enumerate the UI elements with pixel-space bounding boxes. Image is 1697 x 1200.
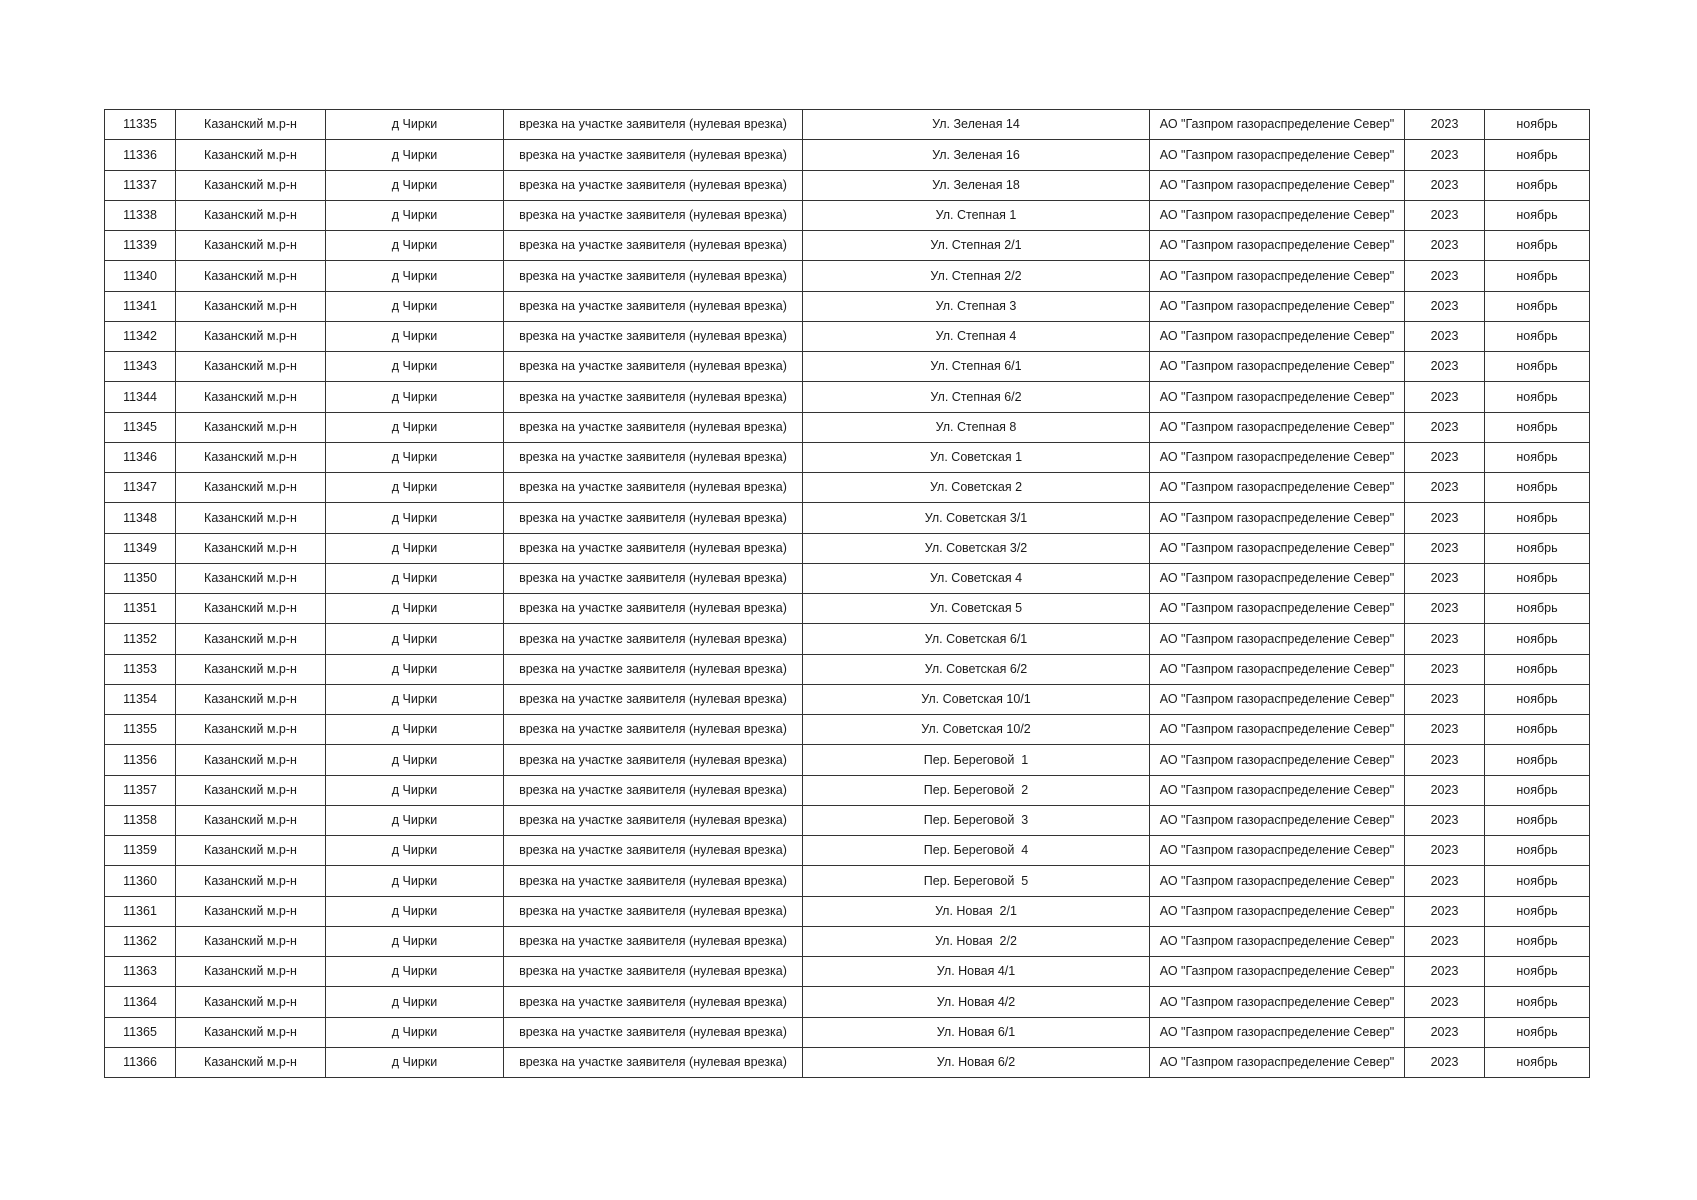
year-cell: 2023 <box>1405 442 1485 472</box>
district-cell: Казанский м.р-н <box>176 836 326 866</box>
address-cell: Ул. Степная 6/1 <box>803 352 1150 382</box>
district-cell: Казанский м.р-н <box>176 170 326 200</box>
table-row <box>105 745 1590 775</box>
month-cell: ноябрь <box>1485 926 1590 956</box>
address-cell: Ул. Степная 2/2 <box>803 261 1150 291</box>
settlement-cell: д Чирки <box>326 442 504 472</box>
month-cell: ноябрь <box>1485 503 1590 533</box>
district-cell: Казанский м.р-н <box>176 957 326 987</box>
month-cell: ноябрь <box>1485 987 1590 1017</box>
address-cell: Ул. Новая 6/1 <box>803 1017 1150 1047</box>
year-cell: 2023 <box>1405 170 1485 200</box>
district-cell: Казанский м.р-н <box>176 382 326 412</box>
year-cell: 2023 <box>1405 715 1485 745</box>
year-cell: 2023 <box>1405 594 1485 624</box>
address-cell: Ул. Советская 5 <box>803 594 1150 624</box>
record-number-cell: 11350 <box>105 563 176 593</box>
table-row <box>105 775 1590 805</box>
record-number-cell: 11336 <box>105 140 176 170</box>
month-cell: ноябрь <box>1485 866 1590 896</box>
organization-cell: АО "Газпром газораспределение Север" <box>1150 170 1405 200</box>
record-number-cell: 11355 <box>105 715 176 745</box>
table-row <box>105 170 1590 200</box>
table-row <box>105 805 1590 835</box>
record-number-cell: 11360 <box>105 866 176 896</box>
gas-connection-table <box>104 109 1590 1078</box>
month-cell: ноябрь <box>1485 231 1590 261</box>
settlement-cell: д Чирки <box>326 503 504 533</box>
record-number-cell: 11342 <box>105 321 176 351</box>
record-number-cell: 11361 <box>105 896 176 926</box>
month-cell: ноябрь <box>1485 291 1590 321</box>
settlement-cell: д Чирки <box>326 261 504 291</box>
table-row <box>105 957 1590 987</box>
work-type-cell: врезка на участке заявителя (нулевая врезка) <box>504 110 803 140</box>
district-cell: Казанский м.р-н <box>176 805 326 835</box>
work-type-cell: врезка на участке заявителя (нулевая врезка) <box>504 291 803 321</box>
settlement-cell: д Чирки <box>326 473 504 503</box>
month-cell: ноябрь <box>1485 533 1590 563</box>
record-number-cell: 11338 <box>105 200 176 230</box>
table-row <box>105 412 1590 442</box>
address-cell: Ул. Новая 2/1 <box>803 896 1150 926</box>
table-row <box>105 896 1590 926</box>
address-cell: Ул. Степная 2/1 <box>803 231 1150 261</box>
table-row <box>105 1017 1590 1047</box>
organization-cell: АО "Газпром газораспределение Север" <box>1150 533 1405 563</box>
work-type-cell: врезка на участке заявителя (нулевая врезка) <box>504 775 803 805</box>
document-page <box>104 109 1590 1078</box>
month-cell: ноябрь <box>1485 715 1590 745</box>
year-cell: 2023 <box>1405 836 1485 866</box>
work-type-cell: врезка на участке заявителя (нулевая врезка) <box>504 957 803 987</box>
district-cell: Казанский м.р-н <box>176 321 326 351</box>
settlement-cell: д Чирки <box>326 382 504 412</box>
organization-cell: АО "Газпром газораспределение Север" <box>1150 594 1405 624</box>
address-cell: Ул. Новая 6/2 <box>803 1047 1150 1077</box>
month-cell: ноябрь <box>1485 836 1590 866</box>
record-number-cell: 11356 <box>105 745 176 775</box>
district-cell: Казанский м.р-н <box>176 775 326 805</box>
table-row <box>105 1047 1590 1077</box>
record-number-cell: 11362 <box>105 926 176 956</box>
district-cell: Казанский м.р-н <box>176 261 326 291</box>
table-row <box>105 503 1590 533</box>
settlement-cell: д Чирки <box>326 231 504 261</box>
settlement-cell: д Чирки <box>326 896 504 926</box>
address-cell: Ул. Степная 1 <box>803 200 1150 230</box>
work-type-cell: врезка на участке заявителя (нулевая врезка) <box>504 533 803 563</box>
table-row <box>105 291 1590 321</box>
year-cell: 2023 <box>1405 473 1485 503</box>
address-cell: Пер. Береговой 3 <box>803 805 1150 835</box>
settlement-cell: д Чирки <box>326 926 504 956</box>
year-cell: 2023 <box>1405 896 1485 926</box>
settlement-cell: д Чирки <box>326 836 504 866</box>
year-cell: 2023 <box>1405 110 1485 140</box>
organization-cell: АО "Газпром газораспределение Север" <box>1150 231 1405 261</box>
work-type-cell: врезка на участке заявителя (нулевая врезка) <box>504 321 803 351</box>
district-cell: Казанский м.р-н <box>176 926 326 956</box>
work-type-cell: врезка на участке заявителя (нулевая врезка) <box>504 866 803 896</box>
work-type-cell: врезка на участке заявителя (нулевая врезка) <box>504 503 803 533</box>
year-cell: 2023 <box>1405 261 1485 291</box>
table-row <box>105 382 1590 412</box>
work-type-cell: врезка на участке заявителя (нулевая врезка) <box>504 352 803 382</box>
settlement-cell: д Чирки <box>326 594 504 624</box>
organization-cell: АО "Газпром газораспределение Север" <box>1150 503 1405 533</box>
table-row <box>105 654 1590 684</box>
year-cell: 2023 <box>1405 654 1485 684</box>
table-row <box>105 352 1590 382</box>
year-cell: 2023 <box>1405 412 1485 442</box>
table-row <box>105 231 1590 261</box>
organization-cell: АО "Газпром газораспределение Север" <box>1150 926 1405 956</box>
settlement-cell: д Чирки <box>326 775 504 805</box>
organization-cell: АО "Газпром газораспределение Север" <box>1150 987 1405 1017</box>
table-row <box>105 987 1590 1017</box>
record-number-cell: 11340 <box>105 261 176 291</box>
work-type-cell: врезка на участке заявителя (нулевая врезка) <box>504 1017 803 1047</box>
district-cell: Казанский м.р-н <box>176 412 326 442</box>
settlement-cell: д Чирки <box>326 412 504 442</box>
organization-cell: АО "Газпром газораспределение Север" <box>1150 261 1405 291</box>
year-cell: 2023 <box>1405 1047 1485 1077</box>
district-cell: Казанский м.р-н <box>176 473 326 503</box>
organization-cell: АО "Газпром газораспределение Север" <box>1150 442 1405 472</box>
month-cell: ноябрь <box>1485 684 1590 714</box>
district-cell: Казанский м.р-н <box>176 624 326 654</box>
table-body <box>105 110 1590 1078</box>
month-cell: ноябрь <box>1485 1017 1590 1047</box>
record-number-cell: 11343 <box>105 352 176 382</box>
year-cell: 2023 <box>1405 563 1485 593</box>
address-cell: Ул. Советская 10/2 <box>803 715 1150 745</box>
district-cell: Казанский м.р-н <box>176 442 326 472</box>
settlement-cell: д Чирки <box>326 987 504 1017</box>
district-cell: Казанский м.р-н <box>176 987 326 1017</box>
year-cell: 2023 <box>1405 533 1485 563</box>
organization-cell: АО "Газпром газораспределение Север" <box>1150 1047 1405 1077</box>
settlement-cell: д Чирки <box>326 866 504 896</box>
settlement-cell: д Чирки <box>326 684 504 714</box>
record-number-cell: 11365 <box>105 1017 176 1047</box>
month-cell: ноябрь <box>1485 473 1590 503</box>
record-number-cell: 11335 <box>105 110 176 140</box>
settlement-cell: д Чирки <box>326 352 504 382</box>
address-cell: Ул. Новая 4/1 <box>803 957 1150 987</box>
record-number-cell: 11366 <box>105 1047 176 1077</box>
settlement-cell: д Чирки <box>326 533 504 563</box>
address-cell: Ул. Новая 4/2 <box>803 987 1150 1017</box>
district-cell: Казанский м.р-н <box>176 503 326 533</box>
record-number-cell: 11345 <box>105 412 176 442</box>
organization-cell: АО "Газпром газораспределение Север" <box>1150 624 1405 654</box>
year-cell: 2023 <box>1405 805 1485 835</box>
month-cell: ноябрь <box>1485 200 1590 230</box>
address-cell: Ул. Степная 8 <box>803 412 1150 442</box>
address-cell: Ул. Советская 3/1 <box>803 503 1150 533</box>
organization-cell: АО "Газпром газораспределение Север" <box>1150 140 1405 170</box>
settlement-cell: д Чирки <box>326 805 504 835</box>
table-row <box>105 563 1590 593</box>
month-cell: ноябрь <box>1485 261 1590 291</box>
month-cell: ноябрь <box>1485 775 1590 805</box>
settlement-cell: д Чирки <box>326 745 504 775</box>
table-row <box>105 594 1590 624</box>
district-cell: Казанский м.р-н <box>176 715 326 745</box>
address-cell: Пер. Береговой 5 <box>803 866 1150 896</box>
year-cell: 2023 <box>1405 957 1485 987</box>
district-cell: Казанский м.р-н <box>176 352 326 382</box>
organization-cell: АО "Газпром газораспределение Север" <box>1150 896 1405 926</box>
table-row <box>105 442 1590 472</box>
address-cell: Ул. Советская 4 <box>803 563 1150 593</box>
organization-cell: АО "Газпром газораспределение Север" <box>1150 684 1405 714</box>
settlement-cell: д Чирки <box>326 170 504 200</box>
table-row <box>105 110 1590 140</box>
address-cell: Ул. Зеленая 14 <box>803 110 1150 140</box>
address-cell: Пер. Береговой 2 <box>803 775 1150 805</box>
settlement-cell: д Чирки <box>326 624 504 654</box>
record-number-cell: 11357 <box>105 775 176 805</box>
organization-cell: АО "Газпром газораспределение Север" <box>1150 291 1405 321</box>
work-type-cell: врезка на участке заявителя (нулевая врезка) <box>504 684 803 714</box>
settlement-cell: д Чирки <box>326 110 504 140</box>
record-number-cell: 11341 <box>105 291 176 321</box>
table-row <box>105 624 1590 654</box>
district-cell: Казанский м.р-н <box>176 533 326 563</box>
district-cell: Казанский м.р-н <box>176 684 326 714</box>
address-cell: Ул. Зеленая 16 <box>803 140 1150 170</box>
address-cell: Ул. Зеленая 18 <box>803 170 1150 200</box>
year-cell: 2023 <box>1405 291 1485 321</box>
address-cell: Ул. Советская 2 <box>803 473 1150 503</box>
month-cell: ноябрь <box>1485 442 1590 472</box>
work-type-cell: врезка на участке заявителя (нулевая врезка) <box>504 563 803 593</box>
month-cell: ноябрь <box>1485 321 1590 351</box>
organization-cell: АО "Газпром газораспределение Север" <box>1150 745 1405 775</box>
address-cell: Ул. Советская 6/1 <box>803 624 1150 654</box>
district-cell: Казанский м.р-н <box>176 200 326 230</box>
work-type-cell: врезка на участке заявителя (нулевая врезка) <box>504 896 803 926</box>
settlement-cell: д Чирки <box>326 321 504 351</box>
work-type-cell: врезка на участке заявителя (нулевая врезка) <box>504 412 803 442</box>
year-cell: 2023 <box>1405 352 1485 382</box>
table-row <box>105 684 1590 714</box>
year-cell: 2023 <box>1405 866 1485 896</box>
organization-cell: АО "Газпром газораспределение Север" <box>1150 654 1405 684</box>
work-type-cell: врезка на участке заявителя (нулевая врезка) <box>504 1047 803 1077</box>
work-type-cell: врезка на участке заявителя (нулевая врезка) <box>504 654 803 684</box>
record-number-cell: 11359 <box>105 836 176 866</box>
work-type-cell: врезка на участке заявителя (нулевая врезка) <box>504 987 803 1017</box>
table-row <box>105 533 1590 563</box>
year-cell: 2023 <box>1405 140 1485 170</box>
table-row <box>105 200 1590 230</box>
record-number-cell: 11349 <box>105 533 176 563</box>
address-cell: Ул. Новая 2/2 <box>803 926 1150 956</box>
month-cell: ноябрь <box>1485 654 1590 684</box>
year-cell: 2023 <box>1405 382 1485 412</box>
work-type-cell: врезка на участке заявителя (нулевая врезка) <box>504 261 803 291</box>
year-cell: 2023 <box>1405 1017 1485 1047</box>
work-type-cell: врезка на участке заявителя (нулевая врезка) <box>504 473 803 503</box>
district-cell: Казанский м.р-н <box>176 291 326 321</box>
record-number-cell: 11337 <box>105 170 176 200</box>
year-cell: 2023 <box>1405 200 1485 230</box>
organization-cell: АО "Газпром газораспределение Север" <box>1150 382 1405 412</box>
district-cell: Казанский м.р-н <box>176 654 326 684</box>
organization-cell: АО "Газпром газораспределение Север" <box>1150 866 1405 896</box>
table-row <box>105 321 1590 351</box>
record-number-cell: 11351 <box>105 594 176 624</box>
organization-cell: АО "Газпром газораспределение Север" <box>1150 200 1405 230</box>
settlement-cell: д Чирки <box>326 1047 504 1077</box>
year-cell: 2023 <box>1405 987 1485 1017</box>
year-cell: 2023 <box>1405 775 1485 805</box>
work-type-cell: врезка на участке заявителя (нулевая врезка) <box>504 170 803 200</box>
table-row <box>105 836 1590 866</box>
settlement-cell: д Чирки <box>326 291 504 321</box>
organization-cell: АО "Газпром газораспределение Север" <box>1150 321 1405 351</box>
organization-cell: АО "Газпром газораспределение Север" <box>1150 473 1405 503</box>
record-number-cell: 11346 <box>105 442 176 472</box>
month-cell: ноябрь <box>1485 805 1590 835</box>
district-cell: Казанский м.р-н <box>176 896 326 926</box>
address-cell: Ул. Советская 1 <box>803 442 1150 472</box>
work-type-cell: врезка на участке заявителя (нулевая врезка) <box>504 624 803 654</box>
year-cell: 2023 <box>1405 624 1485 654</box>
settlement-cell: д Чирки <box>326 654 504 684</box>
month-cell: ноябрь <box>1485 412 1590 442</box>
year-cell: 2023 <box>1405 321 1485 351</box>
address-cell: Ул. Степная 4 <box>803 321 1150 351</box>
work-type-cell: врезка на участке заявителя (нулевая врезка) <box>504 594 803 624</box>
month-cell: ноябрь <box>1485 382 1590 412</box>
record-number-cell: 11344 <box>105 382 176 412</box>
organization-cell: АО "Газпром газораспределение Север" <box>1150 352 1405 382</box>
organization-cell: АО "Газпром газораспределение Север" <box>1150 110 1405 140</box>
record-number-cell: 11353 <box>105 654 176 684</box>
month-cell: ноябрь <box>1485 352 1590 382</box>
table-row <box>105 261 1590 291</box>
year-cell: 2023 <box>1405 503 1485 533</box>
settlement-cell: д Чирки <box>326 1017 504 1047</box>
address-cell: Ул. Советская 3/2 <box>803 533 1150 563</box>
work-type-cell: врезка на участке заявителя (нулевая врезка) <box>504 805 803 835</box>
district-cell: Казанский м.р-н <box>176 745 326 775</box>
address-cell: Ул. Степная 6/2 <box>803 382 1150 412</box>
organization-cell: АО "Газпром газораспределение Север" <box>1150 412 1405 442</box>
record-number-cell: 11348 <box>105 503 176 533</box>
record-number-cell: 11352 <box>105 624 176 654</box>
organization-cell: АО "Газпром газораспределение Север" <box>1150 805 1405 835</box>
district-cell: Казанский м.р-н <box>176 110 326 140</box>
address-cell: Пер. Береговой 1 <box>803 745 1150 775</box>
district-cell: Казанский м.р-н <box>176 866 326 896</box>
address-cell: Ул. Советская 10/1 <box>803 684 1150 714</box>
record-number-cell: 11363 <box>105 957 176 987</box>
month-cell: ноябрь <box>1485 624 1590 654</box>
organization-cell: АО "Газпром газораспределение Север" <box>1150 836 1405 866</box>
month-cell: ноябрь <box>1485 594 1590 624</box>
year-cell: 2023 <box>1405 745 1485 775</box>
work-type-cell: врезка на участке заявителя (нулевая врезка) <box>504 442 803 472</box>
work-type-cell: врезка на участке заявителя (нулевая врезка) <box>504 200 803 230</box>
settlement-cell: д Чирки <box>326 140 504 170</box>
year-cell: 2023 <box>1405 231 1485 261</box>
organization-cell: АО "Газпром газораспределение Север" <box>1150 957 1405 987</box>
district-cell: Казанский м.р-н <box>176 1017 326 1047</box>
settlement-cell: д Чирки <box>326 200 504 230</box>
work-type-cell: врезка на участке заявителя (нулевая врезка) <box>504 836 803 866</box>
year-cell: 2023 <box>1405 926 1485 956</box>
district-cell: Казанский м.р-н <box>176 594 326 624</box>
address-cell: Ул. Степная 3 <box>803 291 1150 321</box>
organization-cell: АО "Газпром газораспределение Север" <box>1150 715 1405 745</box>
work-type-cell: врезка на участке заявителя (нулевая врезка) <box>504 382 803 412</box>
district-cell: Казанский м.р-н <box>176 140 326 170</box>
year-cell: 2023 <box>1405 684 1485 714</box>
address-cell: Пер. Береговой 4 <box>803 836 1150 866</box>
month-cell: ноябрь <box>1485 745 1590 775</box>
settlement-cell: д Чирки <box>326 957 504 987</box>
record-number-cell: 11347 <box>105 473 176 503</box>
work-type-cell: врезка на участке заявителя (нулевая врезка) <box>504 745 803 775</box>
work-type-cell: врезка на участке заявителя (нулевая врезка) <box>504 926 803 956</box>
record-number-cell: 11358 <box>105 805 176 835</box>
table-row <box>105 926 1590 956</box>
settlement-cell: д Чирки <box>326 563 504 593</box>
table-row <box>105 140 1590 170</box>
work-type-cell: врезка на участке заявителя (нулевая врезка) <box>504 231 803 261</box>
work-type-cell: врезка на участке заявителя (нулевая врезка) <box>504 715 803 745</box>
month-cell: ноябрь <box>1485 957 1590 987</box>
table-row <box>105 715 1590 745</box>
record-number-cell: 11354 <box>105 684 176 714</box>
organization-cell: АО "Газпром газораспределение Север" <box>1150 1017 1405 1047</box>
record-number-cell: 11339 <box>105 231 176 261</box>
table-row <box>105 473 1590 503</box>
month-cell: ноябрь <box>1485 1047 1590 1077</box>
organization-cell: АО "Газпром газораспределение Север" <box>1150 563 1405 593</box>
month-cell: ноябрь <box>1485 896 1590 926</box>
work-type-cell: врезка на участке заявителя (нулевая врезка) <box>504 140 803 170</box>
table-row <box>105 866 1590 896</box>
district-cell: Казанский м.р-н <box>176 563 326 593</box>
organization-cell: АО "Газпром газораспределение Север" <box>1150 775 1405 805</box>
month-cell: ноябрь <box>1485 140 1590 170</box>
month-cell: ноябрь <box>1485 110 1590 140</box>
month-cell: ноябрь <box>1485 170 1590 200</box>
district-cell: Казанский м.р-н <box>176 1047 326 1077</box>
month-cell: ноябрь <box>1485 563 1590 593</box>
district-cell: Казанский м.р-н <box>176 231 326 261</box>
address-cell: Ул. Советская 6/2 <box>803 654 1150 684</box>
record-number-cell: 11364 <box>105 987 176 1017</box>
settlement-cell: д Чирки <box>326 715 504 745</box>
